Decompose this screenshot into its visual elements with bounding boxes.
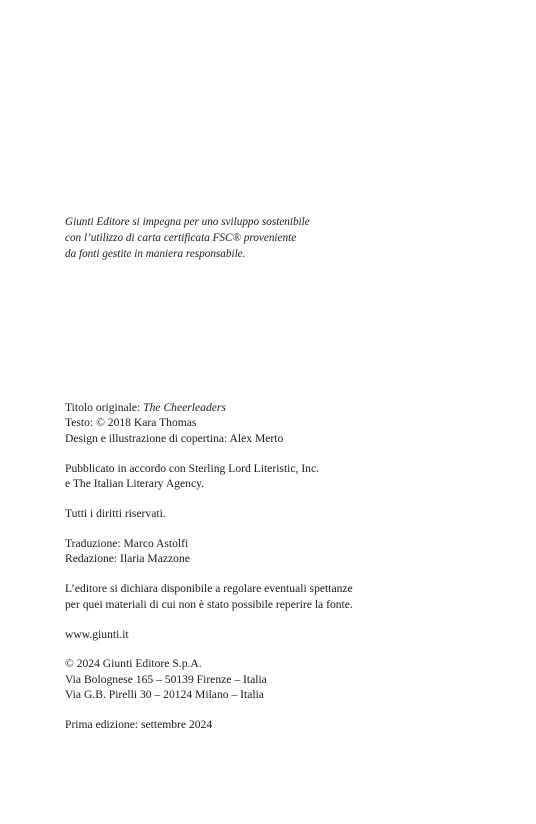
disclaimer-line-1: L’editore si dichiara disponibile a regolare eventuali spettanze [65,582,353,596]
website-block [65,627,353,642]
cover-design-credit: Design e illustrazione di copertina: Alex Merto [65,431,284,445]
disclaimer-line-2: per quei materiali di cui non è stato possibile reperire la fonte. [65,597,353,611]
fsc-notice-line-2: con l’utilizzo di carta certificata FSC® proveniente [65,232,297,244]
publisher-copyright: © 2024 Giunti Editore S.p.A. [65,657,202,671]
colophon [65,400,353,733]
translation-credit: Traduzione: Marco Astolfi [65,536,189,550]
publication-agreement-line-1: Pubblicato in accordo con Sterling Lord Literistic, Inc. [65,461,320,475]
rights-block [65,506,353,521]
first-edition: Prima edizione: settembre 2024 [65,718,213,732]
original-title: The Cheerleaders [143,401,226,414]
original-title-label: Titolo originale: [65,401,144,414]
original-title-line [65,400,353,415]
publisher-block [65,656,353,702]
edition-block [65,717,353,732]
fsc-notice-line-1: Giunti Editore si impegna per uno sviluppo sostenibile [65,216,310,228]
publisher-address-milan: Via G.B. Pirelli 30 – 20124 Milano – Italia [65,688,264,702]
disclaimer-block [65,581,353,612]
fsc-notice [65,214,310,262]
publication-agreement-line-2: e The Italian Literary Agency. [65,477,205,491]
editorial-block [65,536,353,567]
publisher-address-florence: Via Bolognese 165 – 50139 Firenze – Italia [65,672,267,686]
publication-agreement-block [65,461,353,492]
website-link[interactable]: www.giunti.it [65,627,129,641]
credits-block [65,400,353,446]
editing-credit: Redazione: Ilaria Mazzone [65,552,190,566]
fsc-notice-line-3: da fonti gestite in maniera responsabile. [65,248,246,260]
text-copyright: Testo: © 2018 Kara Thomas [65,416,197,430]
rights-reserved: Tutti i diritti riservati. [65,507,166,521]
